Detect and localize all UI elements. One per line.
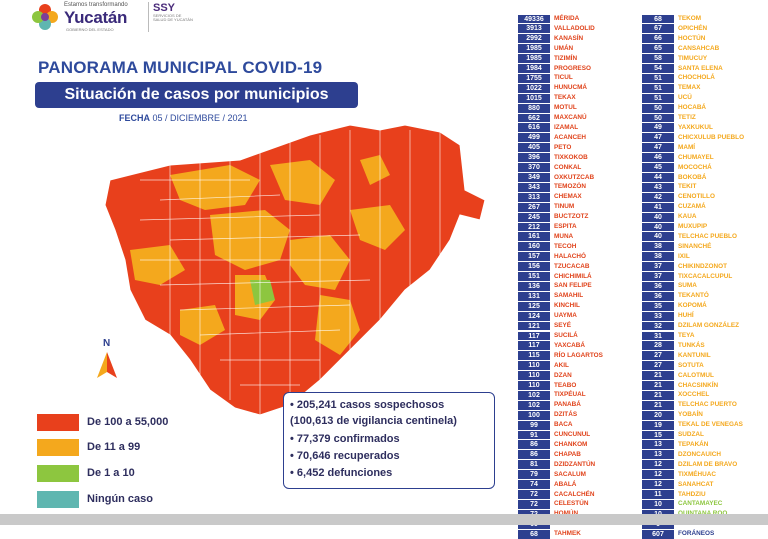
municipio-name: SUCILÁ [554, 332, 578, 339]
municipio-name: HALACHÓ [554, 252, 586, 260]
case-count: 131 [518, 292, 550, 301]
municipio-name: DZILAM DE BRAVO [678, 460, 738, 468]
case-count: 81 [518, 460, 550, 469]
municipio-name: YOBAÍN [678, 411, 703, 419]
case-count: 86 [518, 450, 550, 459]
case-count: 13 [642, 450, 674, 459]
case-count: 36 [642, 292, 674, 301]
case-count: 21 [642, 371, 674, 380]
municipio-name: TICUL [554, 74, 573, 82]
case-count: 47 [642, 133, 674, 142]
case-count: 110 [518, 381, 550, 390]
case-count: 124 [518, 312, 550, 321]
flower-logo-icon [30, 2, 60, 32]
municipio-name: CHICXULUB PUEBLO [678, 133, 745, 141]
municipio-name: TEMAX [678, 84, 701, 92]
municipio-name: DZITÁS [554, 411, 578, 419]
municipio-name: TAHMEK [554, 530, 581, 538]
case-count: 405 [518, 143, 550, 152]
case-count: 28 [642, 341, 674, 350]
municipio-name: TIMUCUY [678, 54, 708, 62]
case-count: 91 [518, 431, 550, 440]
case-count: 27 [642, 361, 674, 370]
case-count: 110 [518, 361, 550, 370]
case-count: 21 [642, 401, 674, 410]
case-count: 49336 [518, 15, 550, 24]
municipio-name: UMÁN [554, 44, 574, 52]
municipio-name: ESPITA [554, 223, 577, 231]
case-count: 21 [642, 381, 674, 390]
case-count: 42 [642, 193, 674, 202]
municipio-name: MUXUPIP [678, 223, 708, 231]
municipio-name: AKIL [554, 361, 569, 369]
municipio-name: YAXKUKUL [678, 123, 713, 131]
municipio-name: TZUCACAB [554, 262, 590, 270]
municipio-name: RÍO LAGARTOS [554, 351, 603, 359]
municipio-name: TIXMÉHUAC [678, 470, 716, 478]
case-count: 50 [642, 114, 674, 123]
municipio-name: KOPOMÁ [678, 302, 707, 310]
case-count: 19 [642, 421, 674, 430]
case-count: 2992 [518, 34, 550, 43]
case-count: 32 [642, 322, 674, 331]
date-value: 05 / DICIEMBRE / 2021 [152, 113, 248, 123]
case-count: 40 [642, 232, 674, 241]
municipio-name: CHUMAYEL [678, 153, 714, 161]
municipio-name: DZAN [554, 371, 572, 379]
municipio-name: FORÁNEOS [678, 530, 715, 538]
legend-swatch-teal [37, 491, 79, 508]
case-count: 396 [518, 153, 550, 162]
municipio-name: IXIL [678, 252, 690, 260]
municipio-name: TEYA [678, 332, 695, 339]
municipio-name: TEKAX [554, 94, 576, 102]
case-count: 27 [642, 351, 674, 360]
municipio-name: SEYÉ [554, 322, 572, 330]
case-count: 51 [642, 94, 674, 103]
case-count: 160 [518, 242, 550, 251]
municipio-name: CHICHIMILÁ [554, 272, 592, 280]
case-count: 40 [642, 223, 674, 232]
municipio-name: OXKUTZCAB [554, 173, 595, 181]
case-count: 72 [518, 490, 550, 499]
case-count: 12 [642, 470, 674, 479]
case-count: 86 [518, 440, 550, 449]
legend-swatch-green [37, 465, 79, 482]
municipio-name: CHANKOM [554, 440, 588, 448]
case-count: 12 [642, 460, 674, 469]
municipio-name: CANSAHCAB [678, 44, 720, 52]
case-count: 44 [642, 173, 674, 182]
case-count: 11 [642, 490, 674, 499]
case-count: 267 [518, 203, 550, 212]
municipio-name: CHEMAX [554, 193, 582, 201]
case-count: 47 [642, 143, 674, 152]
logo-brand: Yucatán [64, 8, 128, 27]
municipio-name: TECOH [554, 242, 577, 250]
case-count: 41 [642, 203, 674, 212]
municipio-name: KANASÍN [554, 34, 584, 42]
case-count: 1985 [518, 44, 550, 53]
case-count: 10 [642, 500, 674, 509]
case-count: 343 [518, 183, 550, 192]
case-count: 68 [642, 15, 674, 24]
municipio-name: MUNA [554, 232, 574, 240]
case-count: 67 [642, 24, 674, 33]
case-count: 15 [642, 431, 674, 440]
municipio-name: UCÚ [678, 94, 692, 102]
case-count: 662 [518, 114, 550, 123]
municipio-name: BUCTZOTZ [554, 213, 589, 221]
municipio-name: MAMÍ [678, 143, 696, 151]
stat-sospechosos: • 205,241 casos sospechosos [290, 399, 445, 411]
case-count: 136 [518, 282, 550, 291]
municipio-name: TEMOZÓN [554, 183, 586, 191]
case-count: 51 [642, 74, 674, 83]
case-count: 151 [518, 272, 550, 281]
case-count: 212 [518, 223, 550, 232]
municipio-name: CHAPAB [554, 450, 581, 458]
municipio-name: SACALUM [554, 470, 586, 478]
municipio-name: TIXPÉUAL [554, 391, 586, 399]
case-count: 156 [518, 262, 550, 271]
case-count: 50 [642, 104, 674, 113]
legend-label: De 11 a 99 [87, 441, 141, 453]
municipio-name: ABALÁ [554, 480, 577, 488]
case-count: 117 [518, 332, 550, 341]
stats-box [283, 392, 495, 489]
municipio-name: TAHDZIU [678, 490, 706, 498]
case-count: 100 [518, 411, 550, 420]
case-count: 1984 [518, 64, 550, 73]
north-label: N [103, 338, 111, 349]
case-count: 370 [518, 163, 550, 172]
case-count: 607 [642, 530, 674, 539]
ssy-sub: SERVICIOS DE SALUD DE YUCATÁN [153, 13, 193, 22]
date-label: FECHA [119, 113, 150, 123]
municipio-name: PANABÁ [554, 401, 581, 409]
municipio-name: CONKAL [554, 163, 582, 171]
municipio-name: TELCHAC PUERTO [678, 401, 737, 409]
case-count: 74 [518, 480, 550, 489]
case-count: 161 [518, 232, 550, 241]
municipio-name: TEABO [554, 381, 577, 389]
case-count: 72 [518, 500, 550, 509]
municipio-name: MAXCANÚ [554, 114, 587, 122]
municipio-name: MOTUL [554, 104, 577, 112]
case-count: 245 [518, 213, 550, 222]
case-count: 38 [642, 242, 674, 251]
case-count: 102 [518, 391, 550, 400]
municipio-name: TINUM [554, 203, 575, 211]
bottom-bar [0, 514, 768, 525]
stat-vigilancia: (100,613 de vigilancia centinela) [290, 415, 457, 427]
municipio-name: VALLADOLID [554, 24, 595, 32]
case-count: 13 [642, 440, 674, 449]
municipio-name: SOTUTA [678, 361, 704, 369]
municipio-name: TELCHAC PUEBLO [678, 232, 737, 240]
municipio-name: CENOTILLO [678, 193, 715, 201]
legend-swatch-red [37, 414, 79, 431]
municipio-name: HUNUCMÁ [554, 84, 588, 92]
municipio-name: TEPAKÁN [678, 440, 709, 448]
municipio-name: TUNKÁS [678, 341, 705, 349]
case-count: 66 [642, 34, 674, 43]
municipio-name: OPICHÉN [678, 24, 708, 32]
logo-sub: GOBIERNO DEL ESTADO [66, 27, 114, 32]
municipio-name: SUMA [678, 282, 697, 290]
case-count: 99 [518, 421, 550, 430]
case-count: 3913 [518, 24, 550, 33]
municipio-name: ACANCEH [554, 133, 586, 141]
municipio-name: SUDZAL [678, 431, 704, 439]
case-count: 115 [518, 351, 550, 360]
logo-tagline: Estamos transformando [64, 2, 128, 8]
legend-label: De 100 a 55,000 [87, 416, 169, 428]
legend-label: Ningún caso [87, 493, 154, 505]
municipio-name: CELESTÚN [554, 500, 589, 508]
municipio-name: CHIKINDZONOT [678, 262, 727, 270]
case-count: 43 [642, 183, 674, 192]
municipio-name: TIZIMÍN [554, 54, 578, 62]
case-count: 51 [642, 84, 674, 93]
yucatan-map [20, 120, 490, 420]
municipio-name: KAUA [678, 213, 697, 221]
case-count: 37 [642, 262, 674, 271]
case-count: 1022 [518, 84, 550, 93]
municipio-name: DZIDZANTÚN [554, 460, 596, 468]
municipio-name: BACA [554, 421, 573, 429]
case-count: 35 [642, 302, 674, 311]
municipio-name: TEKOM [678, 15, 702, 22]
case-count: 117 [518, 341, 550, 350]
municipio-name: YAXCABÁ [554, 341, 586, 349]
municipio-name: XOCCHEL [678, 391, 710, 399]
municipio-name: SINANCHÉ [678, 242, 712, 250]
municipio-name: HOCTÚN [678, 34, 706, 42]
case-count: 20 [642, 411, 674, 420]
case-count: 21 [642, 391, 674, 400]
case-count: 1755 [518, 74, 550, 83]
north-arrow [95, 338, 125, 388]
case-count: 349 [518, 173, 550, 182]
municipio-name: TEKANTÓ [678, 292, 709, 300]
stat-defunciones: • 6,452 defunciones [290, 467, 393, 479]
case-count: 79 [518, 470, 550, 479]
municipio-name: HOCABÁ [678, 104, 707, 112]
case-count: 102 [518, 401, 550, 410]
municipio-name: TETIZ [678, 114, 696, 122]
case-count: 157 [518, 252, 550, 261]
case-count: 12 [642, 480, 674, 489]
case-count: 1015 [518, 94, 550, 103]
municipio-name: TEKAL DE VENEGAS [678, 421, 743, 429]
municipio-name: CUZAMÁ [678, 203, 706, 211]
municipio-name: SANTA ELENA [678, 64, 723, 72]
municipio-name: BOKOBÁ [678, 173, 707, 181]
case-count: 37 [642, 272, 674, 281]
municipio-name: DZILAM GONZÁLEZ [678, 322, 740, 330]
case-count: 33 [642, 312, 674, 321]
case-count: 58 [642, 54, 674, 63]
case-count: 499 [518, 133, 550, 142]
municipio-name: CALOTMUL [678, 371, 714, 379]
case-count: 313 [518, 193, 550, 202]
case-count: 54 [642, 64, 674, 73]
case-count: 65 [642, 44, 674, 53]
municipio-name: CHOCHOLÁ [678, 74, 715, 82]
page-subtitle: Situación de casos por municipios [64, 86, 329, 103]
municipio-name: TEKIT [678, 183, 697, 191]
case-count: 36 [642, 282, 674, 291]
municipio-name: UAYMA [554, 312, 577, 320]
case-count: 49 [642, 123, 674, 132]
stat-recuperados: • 70,646 recuperados [290, 450, 400, 462]
page-title: PANORAMA MUNICIPAL COVID-19 [38, 58, 323, 77]
municipio-name: CHACSINKÍN [678, 381, 719, 389]
municipio-name: CUNCUNUL [554, 431, 591, 439]
subtitle-banner [35, 82, 358, 108]
municipio-name: SANAHCAT [678, 480, 714, 488]
map-region-red [20, 120, 490, 420]
municipio-name: KINCHIL [554, 302, 580, 310]
municipio-name: CANTAMAYEC [678, 500, 723, 508]
north-arrow-icon [95, 350, 125, 390]
case-count: 121 [518, 322, 550, 331]
case-count: 616 [518, 123, 550, 132]
municipio-name: HUHÍ [678, 312, 694, 320]
case-count: 46 [642, 153, 674, 162]
municipio-name: MOCOCHÁ [678, 163, 712, 171]
case-count: 1985 [518, 54, 550, 63]
municipio-name: SAMAHIL [554, 292, 584, 300]
case-count: 68 [518, 530, 550, 539]
case-count: 38 [642, 252, 674, 261]
case-count: 125 [518, 302, 550, 311]
case-count: 45 [642, 163, 674, 172]
stat-confirmados: • 77,379 confirmados [290, 433, 400, 445]
case-count: 31 [642, 332, 674, 341]
ssy-logo [148, 2, 193, 32]
municipio-name: PETO [554, 143, 572, 151]
municipio-name: PROGRESO [554, 64, 591, 72]
legend-label: De 1 a 10 [87, 467, 135, 479]
case-count: 880 [518, 104, 550, 113]
municipio-name: MÉRIDA [554, 15, 580, 22]
ssy-label: SSY [153, 2, 176, 14]
case-count: 40 [642, 213, 674, 222]
case-count: 110 [518, 371, 550, 380]
municipio-name: TIXCACALCUPUL [678, 272, 733, 280]
municipio-name: TIXKOKOB [554, 153, 588, 161]
municipio-name: CACALCHÉN [554, 490, 595, 498]
municipio-name: IZAMAL [554, 123, 579, 131]
municipio-name: KANTUNIL [678, 351, 711, 359]
municipio-name: SAN FELIPE [554, 282, 592, 290]
municipio-name: DZONCAUICH [678, 450, 721, 458]
legend-swatch-orange [37, 439, 79, 456]
